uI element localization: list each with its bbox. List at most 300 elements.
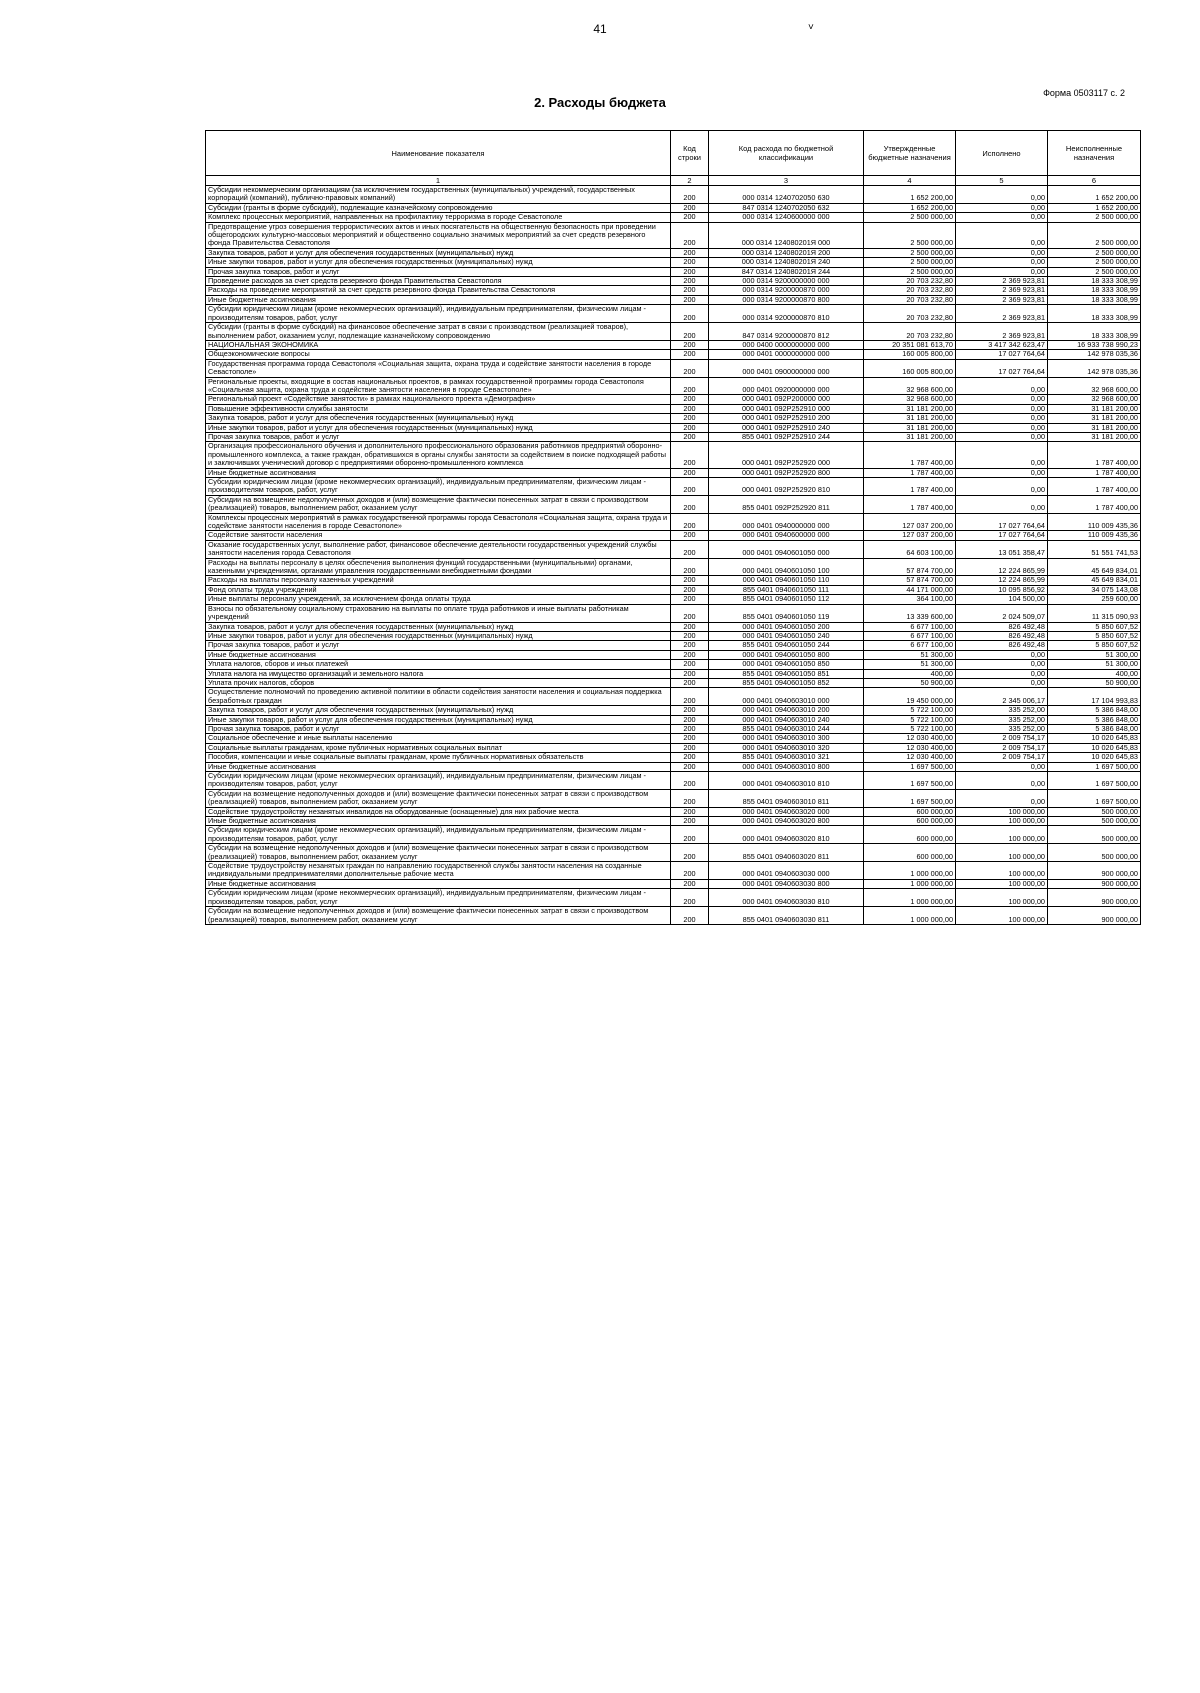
row-unexecuted: 5 850 607,52 xyxy=(1048,631,1141,640)
row-classification-code: 000 0314 1240702050 630 xyxy=(709,186,864,204)
row-name: Субсидии юридическим лицам (кроме некоммерческих организаций), индивидуальным предпринимателям, физическим лицам - производителям товаров, работ, услуг xyxy=(206,772,671,790)
row-classification-code: 000 0400 0000000000 000 xyxy=(709,340,864,349)
page-number: 41 xyxy=(593,22,607,36)
row-name: Фонд оплаты труда учреждений xyxy=(206,585,671,594)
row-name: Иные бюджетные ассигнования xyxy=(206,762,671,771)
row-line-code: 200 xyxy=(671,478,709,496)
table-row xyxy=(206,907,1141,925)
column-number-row xyxy=(206,176,1141,186)
table-row xyxy=(206,889,1141,907)
row-classification-code: 000 0401 092P252910 240 xyxy=(709,423,864,432)
table-row xyxy=(206,359,1141,377)
row-classification-code: 000 0314 9200000870 800 xyxy=(709,295,864,304)
row-name: Расходы на выплаты персоналу в целях обеспечения выполнения функций государственными (муниципальными) органами, казенными учреждениями, органами управления государственными внебюджетными фондами xyxy=(206,558,671,576)
row-classification-code: 000 0401 0940603030 000 xyxy=(709,862,864,880)
row-name: Субсидии юридическим лицам (кроме некоммерческих организаций), индивидуальным предпринимателям, физическим лицам - производителям товаров, работ, услуг xyxy=(206,826,671,844)
row-unexecuted: 51 551 741,53 xyxy=(1048,540,1141,558)
row-line-code: 200 xyxy=(671,772,709,790)
row-classification-code: 000 0314 1240600000 000 xyxy=(709,213,864,222)
row-classification-code: 855 0401 092P252920 811 xyxy=(709,495,864,513)
table-row xyxy=(206,186,1141,204)
table-row xyxy=(206,286,1141,295)
row-executed: 2 009 754,17 xyxy=(956,743,1048,752)
row-name: Закупка товаров, работ и услуг для обеспечения государственных (муниципальных) нужд xyxy=(206,622,671,631)
row-name: Содействие занятости населения xyxy=(206,531,671,540)
row-line-code: 200 xyxy=(671,531,709,540)
row-unexecuted: 32 968 600,00 xyxy=(1048,395,1141,404)
row-line-code: 200 xyxy=(671,743,709,752)
row-executed: 2 009 754,17 xyxy=(956,734,1048,743)
row-executed: 335 252,00 xyxy=(956,724,1048,733)
row-unexecuted: 900 000,00 xyxy=(1048,879,1141,888)
row-name: Иные бюджетные ассигнования xyxy=(206,295,671,304)
row-executed: 0,00 xyxy=(956,248,1048,257)
row-executed: 0,00 xyxy=(956,258,1048,267)
row-approved: 50 900,00 xyxy=(864,678,956,687)
row-approved: 1 787 400,00 xyxy=(864,478,956,496)
row-unexecuted: 18 333 308,99 xyxy=(1048,305,1141,323)
row-executed: 2 009 754,17 xyxy=(956,753,1048,762)
row-classification-code: 000 0314 124080201Я 240 xyxy=(709,258,864,267)
row-executed: 100 000,00 xyxy=(956,862,1048,880)
document-title: 2. Расходы бюджета xyxy=(534,95,666,110)
row-approved: 44 171 000,00 xyxy=(864,585,956,594)
row-line-code: 200 xyxy=(671,359,709,377)
row-executed: 0,00 xyxy=(956,404,1048,413)
row-unexecuted: 1 697 500,00 xyxy=(1048,789,1141,807)
row-approved: 13 339 600,00 xyxy=(864,604,956,622)
table-row xyxy=(206,442,1141,468)
row-line-code: 200 xyxy=(671,495,709,513)
table-row xyxy=(206,305,1141,323)
row-line-code: 200 xyxy=(671,595,709,604)
row-unexecuted: 10 020 645,83 xyxy=(1048,734,1141,743)
row-line-code: 200 xyxy=(671,817,709,826)
row-unexecuted: 5 386 848,00 xyxy=(1048,715,1141,724)
row-line-code: 200 xyxy=(671,305,709,323)
row-executed: 0,00 xyxy=(956,789,1048,807)
row-executed: 0,00 xyxy=(956,478,1048,496)
row-line-code: 200 xyxy=(671,513,709,531)
table-row xyxy=(206,585,1141,594)
table-row xyxy=(206,468,1141,477)
row-line-code: 200 xyxy=(671,862,709,880)
table-row xyxy=(206,531,1141,540)
row-classification-code: 000 0401 0940603010 240 xyxy=(709,715,864,724)
row-executed: 12 224 865,99 xyxy=(956,576,1048,585)
row-unexecuted: 51 300,00 xyxy=(1048,660,1141,669)
row-line-code: 200 xyxy=(671,203,709,212)
row-executed: 0,00 xyxy=(956,222,1048,248)
row-approved: 20 703 232,80 xyxy=(864,305,956,323)
row-unexecuted: 500 000,00 xyxy=(1048,826,1141,844)
header-unexecuted: Неисполненные назначения xyxy=(1048,131,1141,176)
row-name: Субсидии юридическим лицам (кроме некоммерческих организаций), индивидуальным предпринимателям, физическим лицам - производителям товаров, работ, услуг xyxy=(206,478,671,496)
row-line-code: 200 xyxy=(671,576,709,585)
row-approved: 5 722 100,00 xyxy=(864,715,956,724)
row-executed: 13 051 358,47 xyxy=(956,540,1048,558)
row-approved: 1 000 000,00 xyxy=(864,889,956,907)
table-row xyxy=(206,513,1141,531)
row-executed: 17 027 764,64 xyxy=(956,513,1048,531)
row-name: Организация профессионального обучения и дополнительного профессионального образования работников предприятий оборонно-промышленного комплекса, а также граждан, обратившихся в органы службы занятости за содействием в поиске подходящей работы и заключивших ученический договор с предприятиями оборонно-промышленного комплекса xyxy=(206,442,671,468)
row-line-code: 200 xyxy=(671,258,709,267)
table-row xyxy=(206,377,1141,395)
row-approved: 6 677 100,00 xyxy=(864,622,956,631)
row-unexecuted: 400,00 xyxy=(1048,669,1141,678)
row-classification-code: 000 0401 0940601050 000 xyxy=(709,540,864,558)
row-executed: 0,00 xyxy=(956,495,1048,513)
row-line-code: 200 xyxy=(671,715,709,724)
row-line-code: 200 xyxy=(671,706,709,715)
row-classification-code: 000 0401 0940603010 320 xyxy=(709,743,864,752)
row-classification-code: 000 0401 092P252920 800 xyxy=(709,468,864,477)
row-approved: 31 181 200,00 xyxy=(864,404,956,413)
row-line-code: 200 xyxy=(671,286,709,295)
row-unexecuted: 50 900,00 xyxy=(1048,678,1141,687)
table-row xyxy=(206,404,1141,413)
row-unexecuted: 16 933 738 990,23 xyxy=(1048,340,1141,349)
row-unexecuted: 17 104 993,83 xyxy=(1048,688,1141,706)
row-approved: 20 703 232,80 xyxy=(864,295,956,304)
table-row xyxy=(206,688,1141,706)
row-name: Субсидии на возмещение недополученных доходов и (или) возмещение фактически понесенных затрат в связи с производством (реализацией) товаров, выполнением работ, оказанием услуг xyxy=(206,495,671,513)
row-classification-code: 000 0401 0940603030 800 xyxy=(709,879,864,888)
row-executed: 10 095 856,92 xyxy=(956,585,1048,594)
row-executed: 100 000,00 xyxy=(956,889,1048,907)
table-row xyxy=(206,595,1141,604)
table-row xyxy=(206,222,1141,248)
row-approved: 51 300,00 xyxy=(864,650,956,659)
row-line-code: 200 xyxy=(671,423,709,432)
row-line-code: 200 xyxy=(671,789,709,807)
row-name: Прочая закупка товаров, работ и услуг xyxy=(206,432,671,441)
row-unexecuted: 31 181 200,00 xyxy=(1048,423,1141,432)
table-row xyxy=(206,879,1141,888)
row-executed: 0,00 xyxy=(956,432,1048,441)
row-unexecuted: 500 000,00 xyxy=(1048,817,1141,826)
row-line-code: 200 xyxy=(671,540,709,558)
row-name: Иные закупки товаров, работ и услуг для обеспечения государственных (муниципальных) нужд xyxy=(206,715,671,724)
row-line-code: 200 xyxy=(671,267,709,276)
row-line-code: 200 xyxy=(671,213,709,222)
row-approved: 31 181 200,00 xyxy=(864,414,956,423)
row-approved: 600 000,00 xyxy=(864,817,956,826)
row-executed: 100 000,00 xyxy=(956,826,1048,844)
row-line-code: 200 xyxy=(671,734,709,743)
row-line-code: 200 xyxy=(671,414,709,423)
row-classification-code: 000 0401 0940601050 200 xyxy=(709,622,864,631)
row-executed: 0,00 xyxy=(956,267,1048,276)
row-line-code: 200 xyxy=(671,650,709,659)
row-unexecuted: 18 333 308,99 xyxy=(1048,277,1141,286)
scan-mark: ˅ xyxy=(808,22,814,33)
row-name: Субсидии юридическим лицам (кроме некоммерческих организаций), индивидуальным предпринимателям, физическим лицам - производителям товаров, работ, услуг xyxy=(206,305,671,323)
row-name: Региональный проект «Содействие занятости» в рамках национального проекта «Демография» xyxy=(206,395,671,404)
table-row xyxy=(206,540,1141,558)
row-approved: 127 037 200,00 xyxy=(864,531,956,540)
row-classification-code: 855 0401 0940603020 811 xyxy=(709,844,864,862)
table-row xyxy=(206,706,1141,715)
row-approved: 12 030 400,00 xyxy=(864,734,956,743)
row-unexecuted: 5 850 607,52 xyxy=(1048,641,1141,650)
row-name: Предотвращение угроз совершения террористических актов и иных посягательств на общественную безопасность при проведении общегородских культурно-массовых мероприятий и общественно социально значимых мероприятий за счет средств резервного фонда Правительства Севастополя xyxy=(206,222,671,248)
row-approved: 1 787 400,00 xyxy=(864,468,956,477)
row-executed: 0,00 xyxy=(956,669,1048,678)
row-approved: 5 722 100,00 xyxy=(864,724,956,733)
table-row xyxy=(206,762,1141,771)
row-name: Закупка товаров, работ и услуг для обеспечения государственных (муниципальных) нужд xyxy=(206,248,671,257)
row-line-code: 200 xyxy=(671,889,709,907)
row-name: Прочая закупка товаров, работ и услуг xyxy=(206,267,671,276)
table-row xyxy=(206,248,1141,257)
row-unexecuted: 900 000,00 xyxy=(1048,889,1141,907)
table-row xyxy=(206,734,1141,743)
row-name: Пособия, компенсации и иные социальные выплаты гражданам, кроме публичных нормативных обязательств xyxy=(206,753,671,762)
row-classification-code: 000 0401 0940600000 000 xyxy=(709,531,864,540)
column-number: 3 xyxy=(709,176,864,186)
row-approved: 1 652 200,00 xyxy=(864,186,956,204)
row-approved: 1 000 000,00 xyxy=(864,879,956,888)
row-approved: 31 181 200,00 xyxy=(864,423,956,432)
row-name: Оказание государственных услуг, выполнение работ, финансовое обеспечение деятельности государственных учреждений службы занятости населения города Севастополя xyxy=(206,540,671,558)
row-line-code: 200 xyxy=(671,323,709,341)
row-executed: 3 417 342 623,47 xyxy=(956,340,1048,349)
row-name: Иные бюджетные ассигнования xyxy=(206,817,671,826)
row-unexecuted: 18 333 308,99 xyxy=(1048,295,1141,304)
row-line-code: 200 xyxy=(671,585,709,594)
budget-expenses-table xyxy=(205,130,1141,925)
row-name: Субсидии на возмещение недополученных доходов и (или) возмещение фактически понесенных затрат в связи с производством (реализацией) товаров, выполнением работ, оказанием услуг xyxy=(206,907,671,925)
table-row xyxy=(206,203,1141,212)
row-approved: 20 703 232,80 xyxy=(864,323,956,341)
row-classification-code: 847 0314 124080201Я 244 xyxy=(709,267,864,276)
row-name: Содействие трудоустройству незанятых инвалидов на оборудованные (оснащенные) для них рабочие места xyxy=(206,807,671,816)
row-executed: 17 027 764,64 xyxy=(956,350,1048,359)
row-executed: 0,00 xyxy=(956,660,1048,669)
row-approved: 2 500 000,00 xyxy=(864,213,956,222)
row-approved: 2 500 000,00 xyxy=(864,222,956,248)
column-number: 2 xyxy=(671,176,709,186)
row-line-code: 200 xyxy=(671,404,709,413)
row-name: Прочая закупка товаров, работ и услуг xyxy=(206,641,671,650)
table-row xyxy=(206,323,1141,341)
table-row xyxy=(206,650,1141,659)
row-line-code: 200 xyxy=(671,724,709,733)
row-classification-code: 000 0401 0940601050 110 xyxy=(709,576,864,585)
row-executed: 0,00 xyxy=(956,213,1048,222)
table-row xyxy=(206,631,1141,640)
row-line-code: 200 xyxy=(671,688,709,706)
row-name: Субсидии на возмещение недополученных доходов и (или) возмещение фактически понесенных затрат в связи с производством (реализацией) товаров, выполнением работ, оказанием услуг xyxy=(206,789,671,807)
row-executed: 0,00 xyxy=(956,678,1048,687)
row-executed: 0,00 xyxy=(956,423,1048,432)
row-approved: 20 703 232,80 xyxy=(864,277,956,286)
row-executed: 826 492,48 xyxy=(956,631,1048,640)
row-name: Уплата прочих налогов, сборов xyxy=(206,678,671,687)
row-name: Иные бюджетные ассигнования xyxy=(206,468,671,477)
row-executed: 0,00 xyxy=(956,203,1048,212)
row-unexecuted: 1 787 400,00 xyxy=(1048,468,1141,477)
table-row xyxy=(206,641,1141,650)
table-row xyxy=(206,669,1141,678)
row-executed: 2 369 923,81 xyxy=(956,305,1048,323)
row-classification-code: 000 0401 092P200000 000 xyxy=(709,395,864,404)
row-line-code: 200 xyxy=(671,432,709,441)
row-unexecuted: 5 386 848,00 xyxy=(1048,724,1141,733)
row-unexecuted: 31 181 200,00 xyxy=(1048,404,1141,413)
row-classification-code: 000 0401 0940603010 300 xyxy=(709,734,864,743)
row-approved: 2 500 000,00 xyxy=(864,258,956,267)
row-approved: 1 000 000,00 xyxy=(864,862,956,880)
row-executed: 2 369 923,81 xyxy=(956,286,1048,295)
row-name: Расходы на проведение мероприятий за счет средств резервного фонда Правительства Севастополя xyxy=(206,286,671,295)
table-row xyxy=(206,576,1141,585)
table-row xyxy=(206,558,1141,576)
table-row xyxy=(206,267,1141,276)
row-unexecuted: 45 649 834,01 xyxy=(1048,558,1141,576)
row-name: Комплексы процессных мероприятий в рамках государственной программы города Севастополя «Социальная защита, охрана труда и содействие занятости населения в городе Севастополе» xyxy=(206,513,671,531)
row-unexecuted: 110 009 435,36 xyxy=(1048,513,1141,531)
row-line-code: 200 xyxy=(671,442,709,468)
row-approved: 31 181 200,00 xyxy=(864,432,956,441)
row-name: Иные закупки товаров, работ и услуг для обеспечения государственных (муниципальных) нужд xyxy=(206,423,671,432)
table-row xyxy=(206,495,1141,513)
row-executed: 100 000,00 xyxy=(956,907,1048,925)
row-classification-code: 000 0314 124080201Я 000 xyxy=(709,222,864,248)
row-unexecuted: 45 649 834,01 xyxy=(1048,576,1141,585)
row-executed: 100 000,00 xyxy=(956,844,1048,862)
row-line-code: 200 xyxy=(671,622,709,631)
row-line-code: 200 xyxy=(671,395,709,404)
row-line-code: 200 xyxy=(671,826,709,844)
row-name: НАЦИОНАЛЬНАЯ ЭКОНОМИКА xyxy=(206,340,671,349)
row-unexecuted: 500 000,00 xyxy=(1048,807,1141,816)
table-row xyxy=(206,807,1141,816)
row-name: Субсидии на возмещение недополученных доходов и (или) возмещение фактически понесенных затрат в связи с производством (реализацией) товаров, выполнением работ, оказанием услуг xyxy=(206,844,671,862)
row-name: Иные закупки товаров, работ и услуг для обеспечения государственных (муниципальных) нужд xyxy=(206,258,671,267)
row-executed: 335 252,00 xyxy=(956,715,1048,724)
row-line-code: 200 xyxy=(671,753,709,762)
row-approved: 12 030 400,00 xyxy=(864,753,956,762)
row-classification-code: 000 0401 0940601050 800 xyxy=(709,650,864,659)
row-approved: 2 500 000,00 xyxy=(864,267,956,276)
table-row xyxy=(206,258,1141,267)
table-row xyxy=(206,678,1141,687)
row-approved: 1 697 500,00 xyxy=(864,772,956,790)
row-name: Социальное обеспечение и иные выплаты населению xyxy=(206,734,671,743)
table-row xyxy=(206,724,1141,733)
row-name: Общеэкономические вопросы xyxy=(206,350,671,359)
row-line-code: 200 xyxy=(671,248,709,257)
table-row xyxy=(206,414,1141,423)
table-row xyxy=(206,604,1141,622)
row-classification-code: 855 0401 092P252910 244 xyxy=(709,432,864,441)
row-unexecuted: 18 333 308,99 xyxy=(1048,323,1141,341)
row-name: Закупка товаров, работ и услуг для обеспечения государственных (муниципальных) нужд xyxy=(206,414,671,423)
table-row xyxy=(206,340,1141,349)
row-unexecuted: 900 000,00 xyxy=(1048,862,1141,880)
row-approved: 600 000,00 xyxy=(864,826,956,844)
row-name: Взносы по обязательному социальному страхованию на выплаты по оплате труда работников и иные выплаты работникам учреждений xyxy=(206,604,671,622)
row-unexecuted: 31 181 200,00 xyxy=(1048,414,1141,423)
row-executed: 12 224 865,99 xyxy=(956,558,1048,576)
row-name: Содействие трудоустройству незанятых граждан по направлению государственной службы занятости населения на созданные индивидуальными предпринимателями дополнительные рабочие места xyxy=(206,862,671,880)
row-name: Проведение расходов за счет средств резервного фонда Правительства Севастополя xyxy=(206,277,671,286)
table-row xyxy=(206,295,1141,304)
row-unexecuted: 1 697 500,00 xyxy=(1048,762,1141,771)
row-unexecuted: 1 787 400,00 xyxy=(1048,478,1141,496)
row-name: Региональные проекты, входящие в состав национальных проектов, в рамках государственной программы города Севастополя «Социальная защита, охрана труда и содействие занятости населения в городе Севастополе» xyxy=(206,377,671,395)
row-classification-code: 855 0401 0940603010 244 xyxy=(709,724,864,733)
row-line-code: 200 xyxy=(671,377,709,395)
row-approved: 19 450 000,00 xyxy=(864,688,956,706)
row-name: Закупка товаров, работ и услуг для обеспечения государственных (муниципальных) нужд xyxy=(206,706,671,715)
row-unexecuted: 1 787 400,00 xyxy=(1048,495,1141,513)
row-classification-code: 000 0401 092P252920 000 xyxy=(709,442,864,468)
row-line-code: 200 xyxy=(671,641,709,650)
row-classification-code: 000 0401 0940603020 000 xyxy=(709,807,864,816)
form-code: Форма 0503117 с. 2 xyxy=(1043,88,1125,98)
row-approved: 1 787 400,00 xyxy=(864,442,956,468)
table-row xyxy=(206,772,1141,790)
header-executed: Исполнено xyxy=(956,131,1048,176)
row-classification-code: 000 0401 0000000000 000 xyxy=(709,350,864,359)
row-classification-code: 855 0401 0940601050 244 xyxy=(709,641,864,650)
row-executed: 0,00 xyxy=(956,468,1048,477)
row-name: Субсидии юридическим лицам (кроме некоммерческих организаций), индивидуальным предпринимателям, физическим лицам - производителям товаров, работ, услуг xyxy=(206,889,671,907)
table-row xyxy=(206,753,1141,762)
row-executed: 100 000,00 xyxy=(956,817,1048,826)
row-approved: 5 722 100,00 xyxy=(864,706,956,715)
row-executed: 2 369 923,81 xyxy=(956,295,1048,304)
row-classification-code: 000 0401 0940601050 850 xyxy=(709,660,864,669)
row-line-code: 200 xyxy=(671,879,709,888)
table-row xyxy=(206,350,1141,359)
row-classification-code: 000 0401 0900000000 000 xyxy=(709,359,864,377)
row-approved: 1 000 000,00 xyxy=(864,907,956,925)
row-approved: 57 874 700,00 xyxy=(864,576,956,585)
row-unexecuted: 259 600,00 xyxy=(1048,595,1141,604)
row-unexecuted: 34 075 143,08 xyxy=(1048,585,1141,594)
row-approved: 64 603 100,00 xyxy=(864,540,956,558)
row-line-code: 200 xyxy=(671,277,709,286)
row-unexecuted: 51 300,00 xyxy=(1048,650,1141,659)
row-approved: 32 968 600,00 xyxy=(864,395,956,404)
row-line-code: 200 xyxy=(671,558,709,576)
row-classification-code: 000 0401 0940601050 100 xyxy=(709,558,864,576)
row-approved: 1 787 400,00 xyxy=(864,495,956,513)
row-unexecuted: 10 020 645,83 xyxy=(1048,753,1141,762)
row-classification-code: 847 0314 9200000870 812 xyxy=(709,323,864,341)
row-executed: 100 000,00 xyxy=(956,807,1048,816)
row-unexecuted: 1 787 400,00 xyxy=(1048,442,1141,468)
table-row xyxy=(206,743,1141,752)
table-row xyxy=(206,660,1141,669)
row-unexecuted: 142 978 035,36 xyxy=(1048,359,1141,377)
row-line-code: 200 xyxy=(671,350,709,359)
row-approved: 364 100,00 xyxy=(864,595,956,604)
row-executed: 0,00 xyxy=(956,377,1048,395)
row-approved: 600 000,00 xyxy=(864,807,956,816)
row-executed: 2 369 923,81 xyxy=(956,323,1048,341)
row-classification-code: 855 0401 0940603010 321 xyxy=(709,753,864,762)
row-classification-code: 000 0314 124080201Я 200 xyxy=(709,248,864,257)
row-unexecuted: 5 850 607,52 xyxy=(1048,622,1141,631)
row-executed: 104 500,00 xyxy=(956,595,1048,604)
row-approved: 2 500 000,00 xyxy=(864,248,956,257)
row-name: Социальные выплаты гражданам, кроме публичных нормативных социальных выплат xyxy=(206,743,671,752)
